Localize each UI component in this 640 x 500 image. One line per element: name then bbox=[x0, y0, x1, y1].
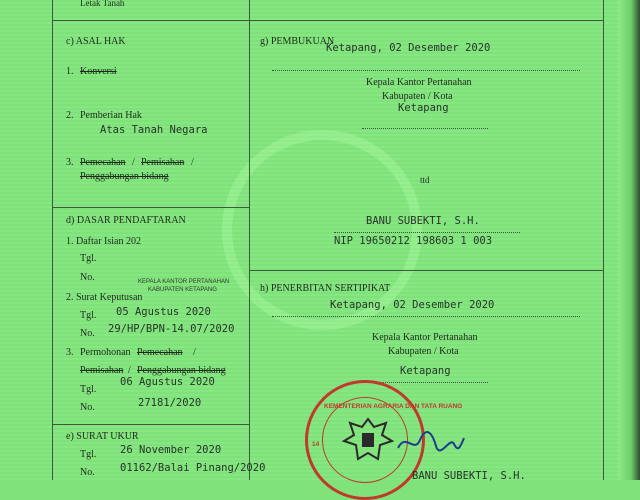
d-item2: 2. Surat Keputusan bbox=[66, 292, 143, 303]
h-office-line1: Kepala Kantor Pertanahan bbox=[372, 332, 478, 343]
c-item3-sep2: / bbox=[191, 157, 194, 168]
c-item3-num: 3. bbox=[66, 157, 74, 168]
d-item3-no: No. bbox=[80, 402, 95, 413]
d-item2-number: 29/HP/BPN-14.07/2020 bbox=[108, 323, 235, 335]
c-item3-a: Pemecahan bbox=[80, 157, 126, 168]
section-d-heading: d) DASAR PENDAFTARAN bbox=[66, 215, 186, 226]
h-date-line bbox=[272, 316, 580, 317]
d-item2-tgl: Tgl. bbox=[80, 310, 97, 321]
h-city: Ketapang bbox=[400, 365, 451, 377]
g-date-line bbox=[272, 70, 580, 71]
c-item2-text: Pemberian Hak bbox=[80, 110, 142, 121]
section-g-heading: g) PEMBUKUAN bbox=[260, 36, 335, 47]
e-number: 01162/Balai Pinang/2020 bbox=[120, 462, 266, 474]
c-item3-b: Pemisahan bbox=[141, 157, 185, 168]
c-d-divider bbox=[52, 207, 250, 208]
d-item3-strike3: Penggabungan bidang bbox=[137, 365, 226, 376]
garuda-emblem-icon bbox=[340, 413, 396, 473]
e-tgl: Tgl. bbox=[80, 449, 97, 460]
c-item1-num: 1. bbox=[66, 66, 74, 77]
g-official-name: BANU SUBEKTI, S.H. bbox=[366, 215, 480, 227]
d-item3-a: Permohonan bbox=[80, 347, 131, 358]
h-office-line2: Kabupaten / Kota bbox=[388, 346, 459, 357]
e-date: 26 November 2020 bbox=[120, 444, 222, 456]
d-item3-tgl: Tgl. bbox=[80, 384, 97, 395]
d-item2-date: 05 Agustus 2020 bbox=[116, 306, 211, 318]
page-edge bbox=[618, 0, 640, 480]
d-stamp-line1: KEPALA KANTOR PERTANAHAN bbox=[138, 279, 230, 285]
left-border bbox=[52, 0, 53, 480]
top-label: Letak Tanah bbox=[80, 0, 125, 8]
g-name-line bbox=[334, 232, 520, 233]
h-date: Ketapang, 02 Desember 2020 bbox=[330, 299, 495, 311]
c-item3-c: Penggabungan bidang bbox=[80, 171, 169, 182]
g-ttd: ttd bbox=[420, 175, 430, 185]
top-rule bbox=[52, 20, 604, 21]
d-item1-tgl: Tgl. bbox=[80, 253, 97, 264]
g-nip: NIP 19650212 198603 1 003 bbox=[334, 235, 493, 247]
signature-icon bbox=[396, 428, 466, 458]
g-city-line bbox=[362, 128, 488, 129]
g-date: Ketapang, 02 Desember 2020 bbox=[326, 42, 491, 54]
d-item3-strike2: Pemisahan bbox=[80, 365, 124, 376]
d-item3-sep2: / bbox=[128, 365, 131, 376]
h-official-name: BANU SUBEKTI, S.H. bbox=[412, 470, 526, 482]
g-office-line1: Kepala Kantor Pertanahan bbox=[366, 77, 472, 88]
stamp-number: 14 bbox=[312, 441, 320, 448]
g-h-divider bbox=[249, 270, 604, 271]
g-city: Ketapang bbox=[398, 102, 449, 114]
d-item3-strike1: Pemecahan bbox=[137, 347, 183, 358]
g-office-line2: Kabupaten / Kota bbox=[382, 91, 453, 102]
d-item2-no: No. bbox=[80, 328, 95, 339]
d-item3-number: 27181/2020 bbox=[138, 397, 202, 409]
section-c-heading: c) ASAL HAK bbox=[66, 36, 126, 47]
d-e-divider bbox=[52, 424, 250, 425]
c-item3-sep1: / bbox=[132, 157, 135, 168]
d-item1: 1. Daftar Isian 202 bbox=[66, 236, 141, 247]
stamp-arc-text: KEMENTERIAN AGRARIA DAN TATA RUANG bbox=[324, 403, 463, 410]
right-border bbox=[603, 0, 604, 480]
d-stamp-line2: KABUPATEN KETAPANG bbox=[148, 287, 217, 293]
center-divider bbox=[249, 0, 250, 480]
section-e-heading: e) SURAT UKUR bbox=[66, 431, 139, 442]
c-item2-value: Atas Tanah Negara bbox=[100, 124, 208, 136]
d-item1-no: No. bbox=[80, 272, 95, 283]
section-h-heading: h) PENERBITAN SERTIPIKAT bbox=[260, 283, 391, 294]
e-no: No. bbox=[80, 467, 95, 478]
c-item2-num: 2. bbox=[66, 110, 74, 121]
d-item3-date: 06 Agustus 2020 bbox=[120, 376, 215, 388]
c-item1-text: Konversi bbox=[80, 66, 117, 77]
d-item3-sep1: / bbox=[193, 347, 196, 358]
d-item3-num: 3. bbox=[66, 347, 74, 358]
